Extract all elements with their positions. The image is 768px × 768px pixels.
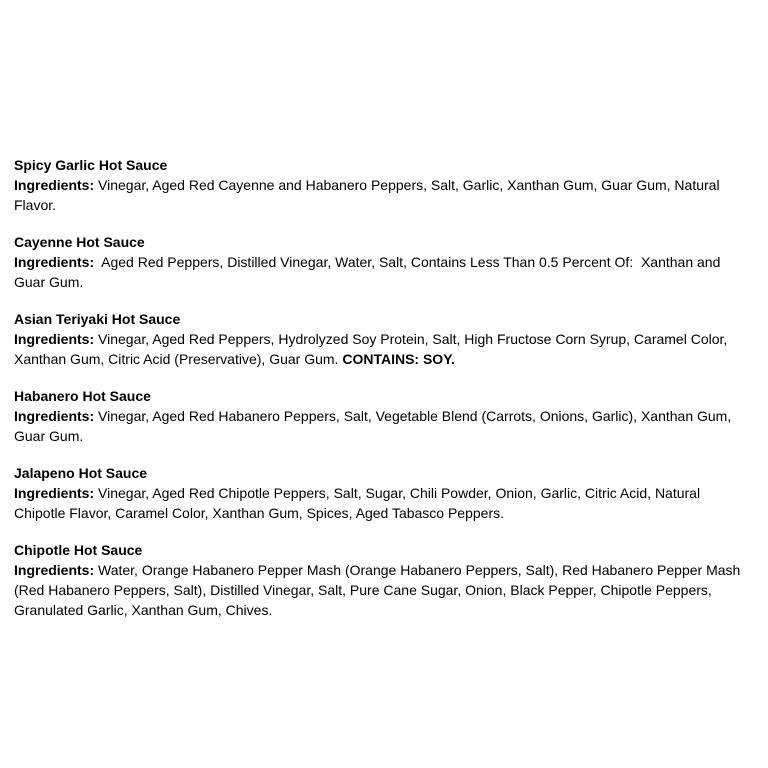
section-chipotle (14, 540, 751, 620)
ingredients-label: Ingredients: (14, 562, 95, 578)
ingredients-label: Ingredients: (14, 485, 95, 501)
ingredients-label: Ingredients: (14, 177, 95, 193)
section-title: Chipotle Hot Sauce (14, 542, 143, 558)
ingredients-paragraph (14, 406, 751, 446)
section-spicy-garlic (14, 155, 751, 215)
ingredients-paragraph (14, 252, 751, 292)
section-asian-teriyaki (14, 309, 751, 369)
ingredients-text: Vinegar, Aged Red Chipotle Peppers, Salt, Sugar, Chili Powder, Onion, Garlic, Citric Acid, Natural Chipotle Flavor, Caramel Color, Xanthan Gum, Spices, Aged Tabasco Peppers. (14, 485, 704, 521)
ingredients-label: Ingredients: (14, 408, 95, 424)
ingredients-label: Ingredients: (14, 254, 95, 270)
section-jalapeno (14, 463, 751, 523)
ingredients-text: Vinegar, Aged Red Peppers, Hydrolyzed Soy Protein, Salt, High Fructose Corn Syrup, Caramel Color, Xanthan Gum, Citric Acid (Preservative), Guar Gum. (14, 331, 732, 367)
section-title: Jalapeno Hot Sauce (14, 465, 148, 481)
ingredients-text: Water, Orange Habanero Pepper Mash (Orange Habanero Peppers, Salt), Red Habanero Pepper Mash (Red Habanero Peppers, Salt), Distilled Vinegar, Salt, Pure Cane Sugar, Onion, Black Pepper, Chipotle Peppers, Granulated Garlic, Xanthan Gum, Chives. (14, 562, 745, 618)
ingredients-paragraph (14, 483, 751, 523)
ingredients-label: Ingredients: (14, 331, 95, 347)
section-title: Cayenne Hot Sauce (14, 234, 145, 250)
ingredients-text: Vinegar, Aged Red Habanero Peppers, Salt, Vegetable Blend (Carrots, Onions, Garlic), Xanthan Gum, Guar Gum. (14, 408, 736, 444)
ingredients-paragraph (14, 560, 751, 620)
ingredients-text: Aged Red Peppers, Distilled Vinegar, Water, Salt, Contains Less Than 0.5 Percent Of: Xanthan and Guar Gum. (14, 254, 725, 290)
section-habanero (14, 386, 751, 446)
section-cayenne (14, 232, 751, 292)
section-title: Asian Teriyaki Hot Sauce (14, 311, 181, 327)
ingredients-text: Vinegar, Aged Red Cayenne and Habanero Peppers, Salt, Garlic, Xanthan Gum, Guar Gum, Natural Flavor. (14, 177, 724, 213)
ingredient-list-document (14, 155, 751, 620)
ingredients-paragraph (14, 175, 751, 215)
section-title: Spicy Garlic Hot Sauce (14, 157, 168, 173)
section-title: Habanero Hot Sauce (14, 388, 151, 404)
contains-statement: CONTAINS: SOY. (342, 351, 455, 367)
ingredients-paragraph (14, 329, 751, 369)
